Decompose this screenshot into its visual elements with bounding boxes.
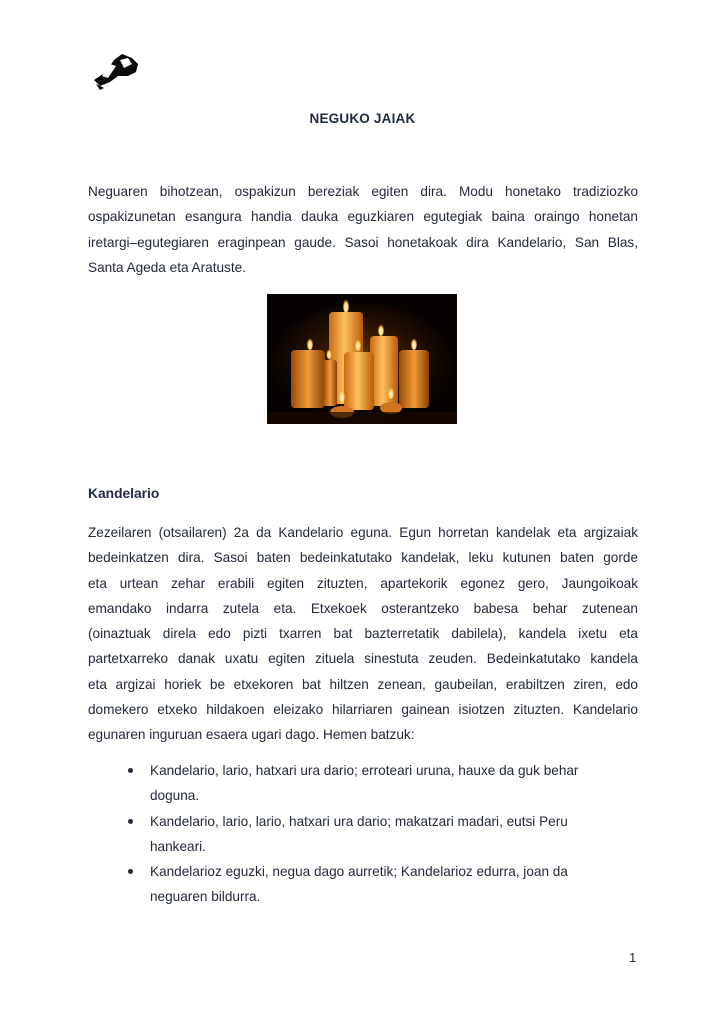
page-title: NEGUKO JAIAK [309,111,416,126]
kandelario-line: partetxarreko danak uxatu egiten zituela sinestuta zeuden. Bedeinkatutako kandela [88,651,638,667]
intro-line: Neguaren bihotzean, ospakizun bereziak egiten dira. Modu honetako tradiziozko [88,184,638,199]
saying-line: neguaren bildurra. [150,889,261,905]
mountain-logo-icon [92,50,168,90]
kandelario-line: Zezeilaren (otsailaren) 2a da Kandelario eguna. Egun horretan kandelak eta argizaiak [88,525,638,540]
kandelario-line: eta urtean zehar erabili egiten zituzten, apartekorik egonez gero, Jaungoikoak [88,575,638,591]
kandelario-line: eta argizai horiek be etxekoren bat hiltzen zenean, gaubeilan, erabiltzen ziren, edo [88,676,638,692]
sayings-list [128,758,628,910]
intro-paragraph [88,179,638,280]
kandelario-line: (oinaztuak direla edo pizti txarren bat bazterretatik dabilela), kandela ixetu eta [88,626,638,642]
kandelario-line: emandako indarra zutela eta. Etxekoek osterantzeko babesa behar zutenean [88,600,638,616]
candles-photo [267,294,457,424]
saying-line: doguna. [150,788,200,804]
list-item [128,859,628,910]
list-item [128,758,628,809]
saying-line: Kandelario, lario, lario, hatxari ura dario; makatzari madari, eutsi Peru [150,813,568,829]
intro-line: ospakizunetan esangura handia dauka eguzkiaren egutegiak baina oraingo honetan [88,209,638,225]
page-number: 1 [629,950,637,965]
saying-line: Kandelarioz eguzki, negua dago aurretik; Kandelarioz edurra, joan da [150,864,568,880]
section-heading-kandelario: Kandelario [88,486,160,501]
saying-line: Kandelario, lario, hatxari ura dario; erroteari uruna, hauxe da guk behar [150,763,579,778]
saying-line: hankeari. [150,838,206,854]
organization-logo [92,50,168,90]
intro-line: iretargi–egutegiaren eraginpean gaude. Sasoi honetakoak dira Kandelario, San Blas, [88,234,638,250]
bullet-icon [128,768,133,773]
bullet-icon [128,819,133,824]
kandelario-line: bedeinkatzen dira. Sasoi baten bedeinkatutako kandelak, leku kutunen baten gorde [88,550,638,566]
intro-line: Santa Ageda eta Aratuste. [88,259,246,275]
kandelario-line: egunaren inguruan esaera ugari dago. Hemen batzuk: [88,727,415,743]
bullet-icon [128,869,133,874]
kandelario-line: domekero etxeko hildakoen eleizako hilarriaren gainean isiotzen zituzten. Kandelario [88,702,638,718]
list-item [128,809,628,860]
kandelario-paragraph [88,520,638,748]
